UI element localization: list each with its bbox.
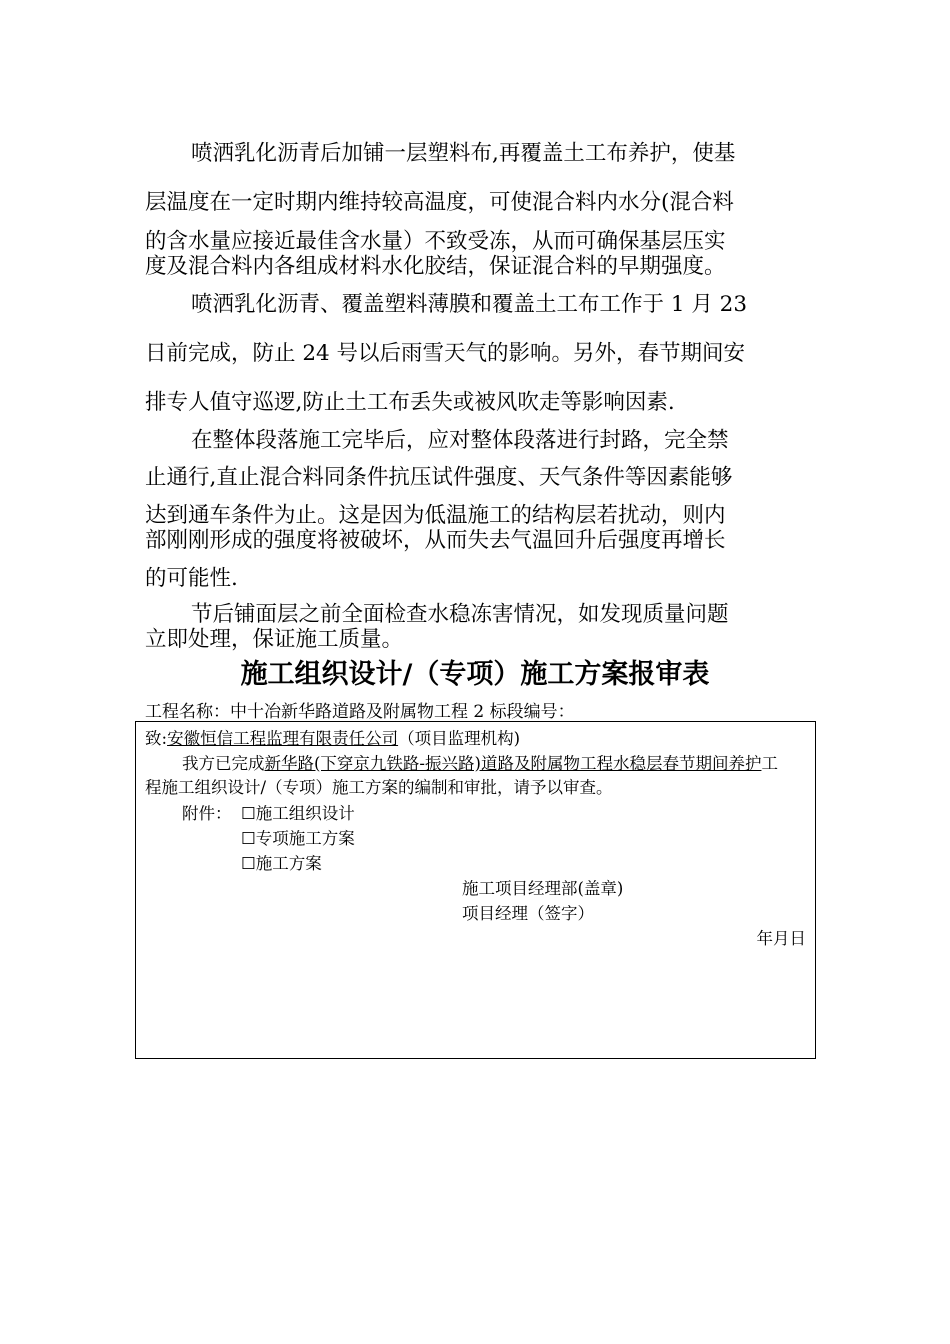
date-field: 年月日	[756, 929, 806, 948]
attachment-construction-design: ☐施工组织设计	[241, 804, 355, 823]
statement-line2: 程施工组织设计/（专项）施工方案的编制和审批，请予以审查。	[145, 778, 613, 797]
para4-line2: 立即处理，保证施工质量。	[145, 627, 404, 652]
stmt-prefix: 我方已完成	[182, 754, 265, 773]
text-span: 在整体段落施工完毕后，应对整体段落进行封路，完全禁	[191, 428, 729, 453]
para1-line3: 的含水量应接近最佳含水量）不致受冻，从而可确保基层压实	[145, 229, 726, 254]
attachment-plan: ☐施工方案	[241, 854, 322, 873]
stmt-suffix: 工	[761, 754, 778, 773]
text-span: 喷洒乳化沥青后加铺一层塑料布,再覆盖土工布养护，使基	[191, 141, 736, 166]
para1-line1	[145, 136, 805, 167]
para2-line2: 日前完成，防止 24 号以后雨雪天气的影响。另外，春节期间安	[145, 341, 746, 366]
para1-line2: 层温度在一定时期内维持较高温度，可使混合料内水分(混合料	[145, 190, 734, 215]
statement-line1	[182, 750, 778, 774]
to-suffix: （项目监理机构)	[398, 729, 520, 748]
para2-line1	[145, 287, 805, 318]
para3-line4: 部刚刚形成的强度将被破坏，从而失去气温回升后强度再增长	[145, 528, 726, 553]
para3-line3: 达到通车条件为止。这是因为低温施工的结构层若扰动，则内	[145, 503, 726, 528]
to-prefix: 致:	[145, 729, 168, 748]
para3-line1	[145, 423, 805, 454]
attachments-label: 附件：	[182, 804, 232, 823]
para3-line2: 止通行,直止混合料同条件抗压试件强度、天气条件等因素能够	[145, 465, 733, 490]
dept-seal: 施工项目经理部(盖章)	[462, 879, 624, 898]
text-span: 喷洒乳化沥青、覆盖塑料薄膜和覆盖土工布工作于 1 月 23	[191, 292, 748, 317]
form-box	[135, 721, 816, 1059]
manager-sign: 项目经理（签字）	[462, 904, 594, 923]
para3-line5: 的可能性.	[145, 566, 238, 591]
stmt-project: 新华路(下穿京九铁路-振兴路)道路及附属物工程水稳层春节期间养护	[264, 754, 762, 773]
project-line: 工程名称：中十冶新华路道路及附属物工程 2 标段编号：	[145, 702, 575, 722]
to-company: 安徽恒信工程监理有限责任公司	[167, 729, 399, 748]
attachment-special-plan: ☐专项施工方案	[241, 829, 355, 848]
form-title: 施工组织设计/（专项）施工方案报审表	[240, 659, 710, 690]
text-span: 节后铺面层之前全面检查水稳冻害情况，如发现质量问题	[191, 602, 729, 627]
para1-line4: 度及混合料内各组成材料水化胶结，保证混合料的早期强度。	[145, 254, 726, 279]
para2-line3: 排专人值守巡逻,防止土工布丢失或被风吹走等影响因素.	[145, 390, 675, 415]
to-line	[145, 725, 520, 749]
